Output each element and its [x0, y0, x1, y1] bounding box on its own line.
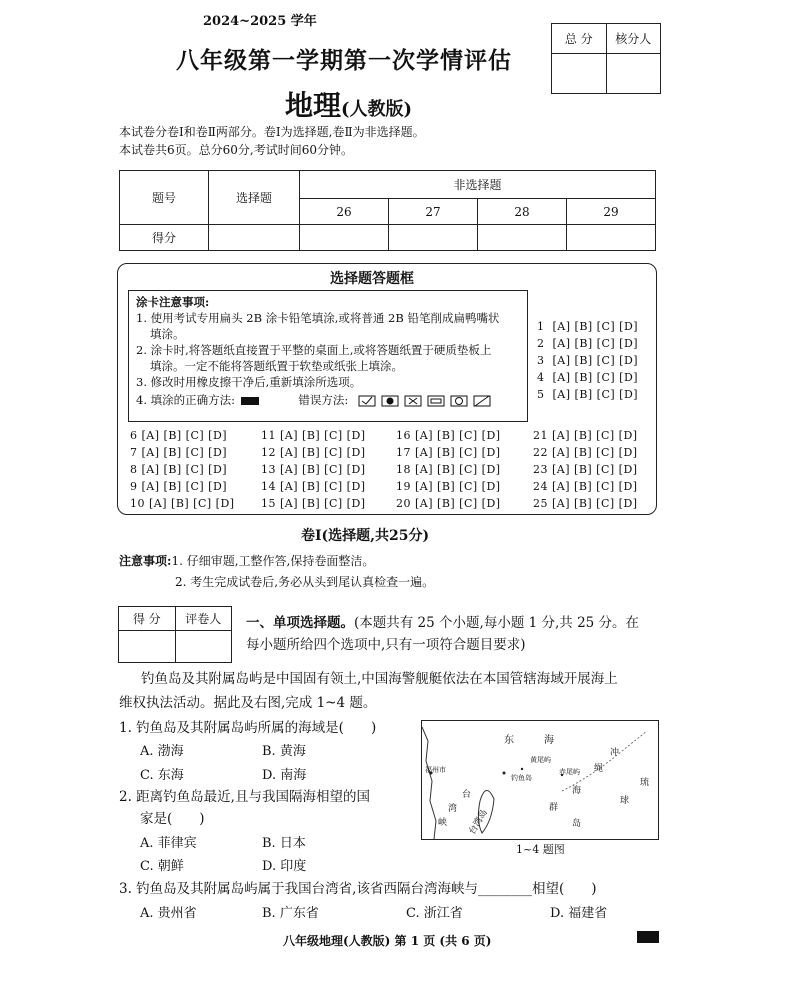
q1-option-d[interactable]: D. 南海	[262, 768, 307, 783]
corner-mark-icon	[637, 931, 659, 943]
question-3: 3. 钓鱼岛及其附属岛屿属于我国台湾省,该省西隔台湾海峡与________相望( )	[119, 881, 597, 897]
score-row-label: 得分	[120, 225, 209, 251]
answer-group-1-5	[537, 318, 638, 403]
q1-option-a[interactable]: A. 渤海	[140, 744, 184, 759]
answer-row[interactable]: 24 [A] [B] [C] [D]	[533, 480, 638, 493]
map-label-liu: 琉	[640, 778, 650, 788]
passage	[141, 667, 618, 691]
answer-row[interactable]: 4 [A] [B] [C] [D]	[537, 371, 639, 384]
answer-row[interactable]: 9 [A] [B] [C] [D]	[130, 480, 228, 493]
map-label-fuzhou: 福州市	[425, 766, 446, 774]
q3-option-d[interactable]: D. 福建省	[550, 906, 608, 921]
score-cell[interactable]	[478, 225, 567, 251]
answer-row[interactable]: 1 [A] [B] [C] [D]	[537, 320, 639, 333]
passage-line: 钓鱼岛及其附属岛屿是中国固有领土,中国海警舰艇依法在本国管辖海域开展海上	[141, 671, 618, 687]
q2-option-a[interactable]: A. 菲律宾	[140, 836, 197, 851]
section1-title: 卷Ⅰ(选择题,共25分)	[301, 528, 430, 544]
map-label-huangwei: 黄尾屿	[530, 756, 551, 764]
correct-mark-icon	[241, 397, 259, 405]
answer-box-title: 选择题答题框	[330, 271, 414, 287]
q1-option-b[interactable]: B. 黄海	[262, 744, 306, 759]
notice-title: 涂卡注意事项:	[136, 295, 210, 309]
wrong-marks-icon	[358, 395, 498, 407]
q2-option-c[interactable]: C. 朝鲜	[140, 859, 184, 874]
grader-score-cell[interactable]	[119, 631, 176, 663]
map-coastline	[422, 721, 658, 839]
grader-person-cell[interactable]	[175, 631, 232, 663]
notice-label: 注意事项:	[119, 554, 172, 568]
answer-row[interactable]: 8 [A] [B] [C] [D]	[130, 463, 228, 476]
grader-person-label: 评卷人	[175, 607, 232, 631]
score-cell[interactable]	[389, 225, 478, 251]
question-26-header: 26	[300, 199, 389, 225]
fill-method-line	[136, 392, 526, 408]
map-label-taiwan-island: 台湾岛	[467, 808, 490, 837]
q3-option-b[interactable]: B. 广东省	[262, 906, 319, 921]
score-table	[119, 170, 656, 251]
map-label-xia: 峡	[438, 818, 448, 828]
map-label-dao: 岛	[572, 819, 582, 829]
notice-line: 3. 修改时用橡皮擦干净后,重新填涂所选项。	[136, 375, 362, 389]
grader-box	[118, 606, 232, 663]
answer-group-21-25	[533, 427, 638, 512]
map-label-diaoyu: 钓鱼岛	[511, 774, 532, 782]
notice-line: 2. 涂卡时,将答题纸直接置于平整的桌面上,或将答题纸置于硬质垫板上	[136, 343, 492, 357]
year-label: 2024~2025 学年	[203, 14, 317, 29]
part-desc: 每小题所给四个选项中,只有一项符合题目要求)	[246, 637, 526, 653]
map-label-wan: 湾	[448, 804, 458, 814]
answer-row[interactable]: 20 [A] [B] [C] [D]	[396, 497, 501, 510]
map-label-qun: 群	[549, 803, 559, 813]
map-label-hai: 海	[544, 735, 554, 746]
subject-title	[285, 84, 412, 124]
notice-line: 1. 使用考试专用扁头 2B 涂卡铅笔填涂,或将普通 2B 铅笔削成扁鸭嘴状	[136, 311, 500, 325]
passage-line: 维权执法活动。据此及右图,完成 1~4 题。	[119, 695, 377, 711]
subject-main: 地理	[285, 89, 342, 122]
map-label-chong: 冲	[610, 748, 620, 758]
q2-option-b[interactable]: B. 日本	[262, 836, 306, 851]
answer-row[interactable]: 13 [A] [B] [C] [D]	[261, 463, 366, 476]
intro-line: 本试卷分卷Ⅰ和卷Ⅱ两部分。卷Ⅰ为选择题,卷Ⅱ为非选择题。	[119, 125, 425, 139]
map-label-hai2: 海	[572, 786, 582, 796]
answer-row[interactable]: 3 [A] [B] [C] [D]	[537, 354, 639, 367]
question-27-header: 27	[389, 199, 478, 225]
wrong-method-label: 错误方法:	[298, 393, 349, 407]
question-28-header: 28	[478, 199, 567, 225]
nonchoice-header: 非选择题	[300, 171, 656, 199]
section1-notice	[119, 552, 374, 569]
answer-group-16-20	[396, 427, 501, 512]
answer-row[interactable]: 22 [A] [B] [C] [D]	[533, 446, 638, 459]
score-cell[interactable]	[209, 225, 300, 251]
total-score-cell[interactable]	[552, 54, 607, 94]
map-label-qiu: 球	[620, 796, 630, 806]
score-cell[interactable]	[567, 225, 656, 251]
intro-line: 本试卷共6页。总分60分,考试时间60分钟。	[119, 143, 353, 157]
answer-row[interactable]: 25 [A] [B] [C] [D]	[533, 497, 638, 510]
map-label-dong: 东	[504, 735, 514, 746]
answer-row[interactable]: 2 [A] [B] [C] [D]	[537, 337, 639, 350]
choice-header: 选择题	[209, 171, 300, 225]
correct-method-label: 4. 填涂的正确方法:	[136, 393, 236, 407]
answer-row[interactable]: 5 [A] [B] [C] [D]	[537, 388, 639, 401]
notice-line: 填涂。	[150, 327, 185, 341]
map-label-chiwei: 赤尾屿	[559, 768, 580, 776]
answer-row[interactable]: 16 [A] [B] [C] [D]	[396, 429, 501, 442]
q1-option-c[interactable]: C. 东海	[140, 768, 184, 783]
answer-group-6-10	[130, 427, 235, 512]
answer-row[interactable]: 21 [A] [B] [C] [D]	[533, 429, 638, 442]
part-desc: (本题共有 25 个小题,每小题 1 分,共 25 分。在	[354, 615, 640, 631]
question-2: 2. 距离钓鱼岛最近,且与我国隔海相望的国	[119, 789, 370, 805]
answer-row[interactable]: 7 [A] [B] [C] [D]	[130, 446, 228, 459]
total-score-label: 总 分	[552, 24, 607, 54]
part-title: 一、单项选择题。	[246, 615, 354, 631]
question-2-cont: 家是( )	[140, 811, 205, 827]
notice-content	[136, 294, 526, 408]
answer-row[interactable]: 14 [A] [B] [C] [D]	[261, 480, 366, 493]
answer-row[interactable]: 12 [A] [B] [C] [D]	[261, 446, 366, 459]
answer-row[interactable]: 17 [A] [B] [C] [D]	[396, 446, 501, 459]
answer-row[interactable]: 11 [A] [B] [C] [D]	[261, 429, 366, 442]
checker-cell[interactable]	[606, 54, 661, 94]
checker-label: 核分人	[606, 24, 661, 54]
score-cell[interactable]	[300, 225, 389, 251]
map-label-tai: 台	[462, 790, 472, 800]
total-score-box	[551, 23, 661, 94]
answer-row[interactable]: 10 [A] [B] [C] [D]	[130, 497, 235, 510]
answer-group-11-15	[261, 427, 366, 512]
subject-edition: (人教版)	[341, 99, 413, 120]
question-29-header: 29	[567, 199, 656, 225]
notice-1: 1. 仔细审题,工整作答,保持卷面整洁。	[171, 554, 375, 568]
page-footer: 八年级地理(人教版) 第 1 页 (共 6 页)	[283, 934, 492, 948]
grader-score-label: 得 分	[119, 607, 176, 631]
q2-option-d[interactable]: D. 印度	[262, 859, 307, 874]
map-caption: 1~4 题图	[516, 843, 565, 856]
answer-row[interactable]: 19 [A] [B] [C] [D]	[396, 480, 501, 493]
q3-option-c[interactable]: C. 浙江省	[406, 906, 463, 921]
question-number-header: 题号	[120, 171, 209, 225]
answer-row[interactable]: 18 [A] [B] [C] [D]	[396, 463, 501, 476]
intro-text	[119, 123, 425, 159]
answer-row[interactable]: 23 [A] [B] [C] [D]	[533, 463, 638, 476]
notice-line: 填涂。一定不能将答题纸置于软垫或纸张上填涂。	[150, 359, 403, 373]
exam-title: 八年级第一学期第一次学情评估	[176, 47, 512, 74]
question-1: 1. 钓鱼岛及其附属岛屿所属的海域是( )	[119, 720, 377, 736]
part-heading	[246, 612, 639, 656]
answer-row[interactable]: 15 [A] [B] [C] [D]	[261, 497, 366, 510]
q3-option-a[interactable]: A. 贵州省	[140, 906, 197, 921]
answer-row[interactable]: 6 [A] [B] [C] [D]	[130, 429, 228, 442]
notice-2: 2. 考生完成试卷后,务必从头到尾认真检查一遍。	[175, 575, 435, 589]
diaoyu-map	[421, 720, 659, 840]
map-label-sheng: 绳	[594, 764, 604, 774]
